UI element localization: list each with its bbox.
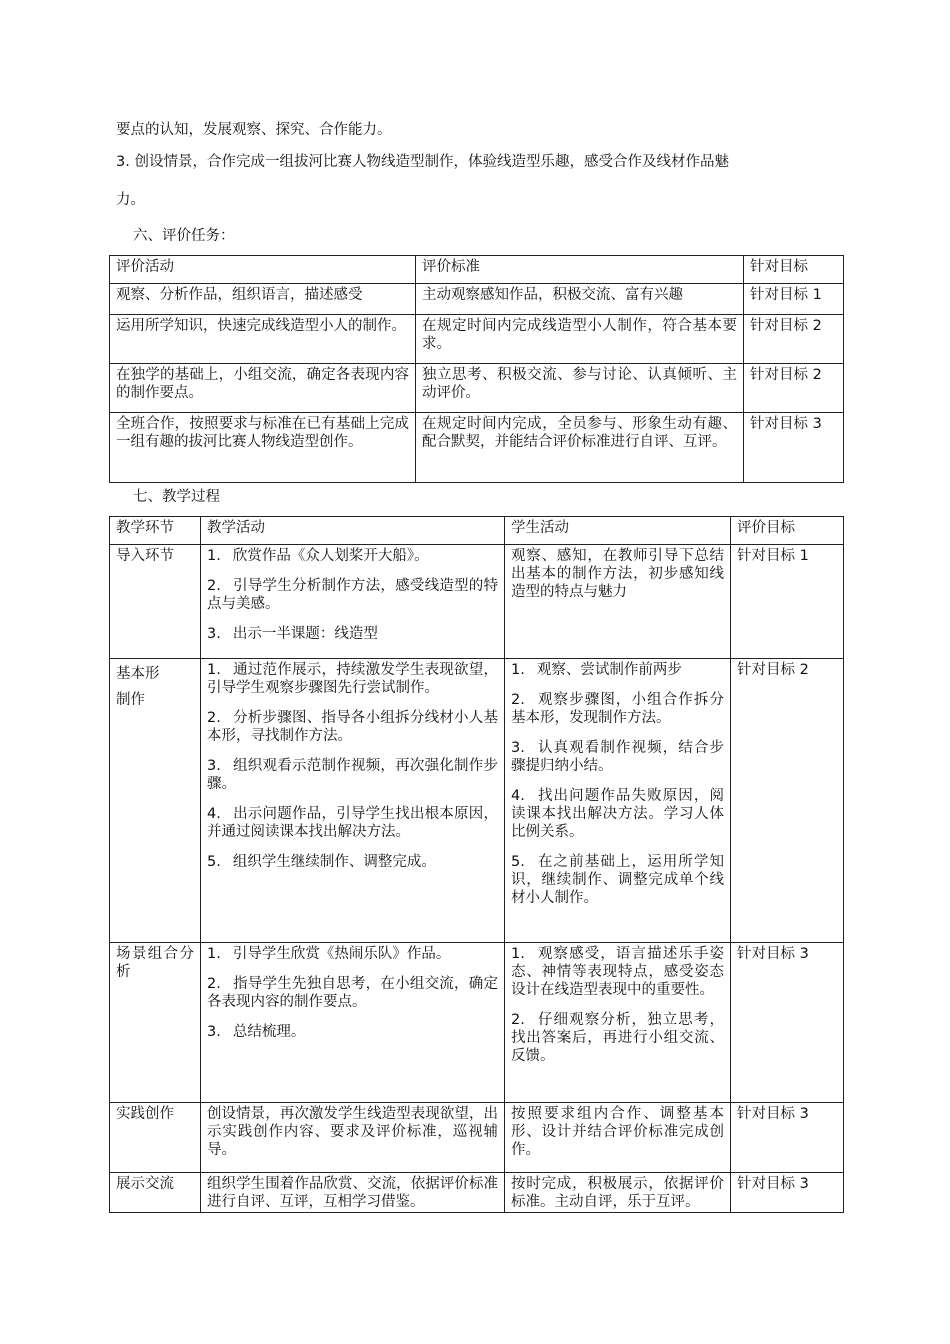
eval-target: 针对目标 2	[744, 364, 844, 413]
process-table	[109, 516, 844, 1213]
student-activity-cell	[505, 659, 731, 943]
list-item: 3. 组织观看示范制作视频，再次强化制作步骤。	[207, 758, 498, 792]
eval-standard: 独立思考、积极交流、参与讨论、认真倾听、主动评价。	[416, 364, 744, 413]
list-item: 5. 组织学生继续制作、调整完成。	[207, 854, 436, 870]
header-cell: 教学环节	[110, 517, 201, 545]
teacher-activity-cell	[201, 943, 505, 1103]
list-item: 3. 总结梳理。	[207, 1024, 306, 1040]
header-cell: 学生活动	[505, 517, 731, 545]
evaluation-header-row	[110, 256, 844, 284]
list-item: 2. 引导学生分析制作方法，感受线造型的特点与美感。	[207, 578, 498, 612]
target-cell: 针对目标 3	[731, 1173, 844, 1213]
eval-activity: 运用所学知识，快速完成线造型小人的制作。	[110, 315, 416, 364]
list-item: 5. 在之前基础上，运用所学知识，继续制作、调整完成单个线材小人制作。	[511, 854, 724, 906]
list-item: 4. 出示问题作品，引导学生找出根本原因，并通过阅读课本找出解决方法。	[207, 806, 498, 840]
target-cell: 针对目标 3	[731, 943, 844, 1103]
eval-standard: 在规定时间内完成，全员参与、形象生动有趣、配合默契，并能结合评价标准进行自评、互评。	[416, 413, 744, 483]
stage-cell: 基本形 制作	[110, 659, 201, 943]
section7-heading: 七、教学过程	[133, 489, 220, 505]
list-item: 4. 找出问题作品失败原因，阅读课本找出解决方法。学习人体比例关系。	[511, 788, 724, 840]
header-cell: 教学活动	[201, 517, 505, 545]
list-item: 2. 指导学生先独自思考，在小组交流，确定各表现内容的制作要点。	[207, 976, 498, 1010]
intro-line-2: 3. 创设情景，合作完成一组拔河比赛人物线造型制作，体验线造型乐趣，感受合作及线材作品魅	[116, 154, 729, 170]
list-item: 1. 引导学生欣赏《热闹乐队》作品。	[207, 946, 451, 962]
table-row	[110, 315, 844, 364]
student-activity-cell	[505, 943, 731, 1103]
target-cell: 针对目标 3	[731, 1103, 844, 1173]
teacher-activity-cell: 组织学生围着作品欣赏、交流，依据评价标准进行自评、互评，互相学习借鉴。	[201, 1173, 505, 1213]
list-item: 2. 观察步骤图，小组合作拆分基本形，发现制作方法。	[511, 692, 724, 726]
table-row	[110, 364, 844, 413]
table-row	[110, 545, 844, 659]
intro-line-3: 力。	[116, 192, 145, 208]
stage-cell: 导入环节	[110, 545, 201, 659]
list-item: 2. 分析步骤图、指导各小组拆分线材小人基本形，寻找制作方法。	[207, 710, 498, 744]
teacher-activity-cell	[201, 545, 505, 659]
list-item: 1. 欣赏作品《众人划桨开大船》。	[207, 548, 429, 564]
stage-cell: 展示交流	[110, 1173, 201, 1213]
evaluation-table	[109, 255, 844, 483]
student-activity-cell: 按时完成，积极展示，依据评价标准。主动自评，乐于互评。	[505, 1173, 731, 1213]
target-cell: 针对目标 2	[731, 659, 844, 943]
teacher-activity-cell: 创设情景，再次激发学生线造型表现欲望，出示实践创作内容、要求及评价标准，巡视辅导。	[201, 1103, 505, 1173]
eval-target: 针对目标 2	[744, 315, 844, 364]
eval-target: 针对目标 1	[744, 284, 844, 315]
teacher-activity-cell	[201, 659, 505, 943]
list-item: 3. 认真观看制作视频，结合步骤提归纳小结。	[511, 740, 724, 774]
eval-target: 针对目标 3	[744, 413, 844, 483]
student-activity-cell: 观察、感知，在教师引导下总结出基本的制作方法，初步感知线造型的特点与魅力	[505, 545, 731, 659]
section6-heading: 六、评价任务：	[133, 228, 235, 244]
header-cell: 针对目标	[744, 256, 844, 284]
eval-activity: 在独学的基础上，小组交流，确定各表现内容的制作要点。	[110, 364, 416, 413]
list-item: 3. 出示一半课题：线造型	[207, 626, 378, 642]
target-cell: 针对目标 1	[731, 545, 844, 659]
header-cell: 评价标准	[416, 256, 744, 284]
list-item: 1. 观察感受，语言描述乐手姿态、神情等表现特点，感受姿态设计在线造型表现中的重要性。	[511, 946, 724, 998]
student-activity-cell: 按照要求组内合作、调整基本形、设计并结合评价标准完成创作。	[505, 1103, 731, 1173]
table-row	[110, 284, 844, 315]
stage-cell: 实践创作	[110, 1103, 201, 1173]
table-row	[110, 659, 844, 943]
header-cell: 评价活动	[110, 256, 416, 284]
table-row	[110, 943, 844, 1103]
list-item: 2. 仔细观察分析，独立思考，找出答案后，再进行小组交流、反馈。	[511, 1012, 724, 1064]
header-cell: 评价目标	[731, 517, 844, 545]
table-row	[110, 1103, 844, 1173]
eval-activity: 观察、分析作品，组织语言，描述感受	[110, 284, 416, 315]
process-header-row	[110, 517, 844, 545]
eval-activity: 全班合作，按照要求与标准在已有基础上完成一组有趣的拔河比赛人物线造型创作。	[110, 413, 416, 483]
table-row	[110, 1173, 844, 1213]
intro-line-1: 要点的认知，发展观察、探究、合作能力。	[116, 122, 392, 138]
eval-standard: 在规定时间内完成线造型小人制作，符合基本要求。	[416, 315, 744, 364]
eval-standard: 主动观察感知作品，积极交流、富有兴趣	[416, 284, 744, 315]
stage-cell: 场景组合分析	[110, 943, 201, 1103]
table-row	[110, 413, 844, 483]
list-item: 1. 观察、尝试制作前两步	[511, 662, 682, 678]
list-item: 1. 通过范作展示，持续激发学生表现欲望，引导学生观察步骤图先行尝试制作。	[207, 662, 498, 696]
